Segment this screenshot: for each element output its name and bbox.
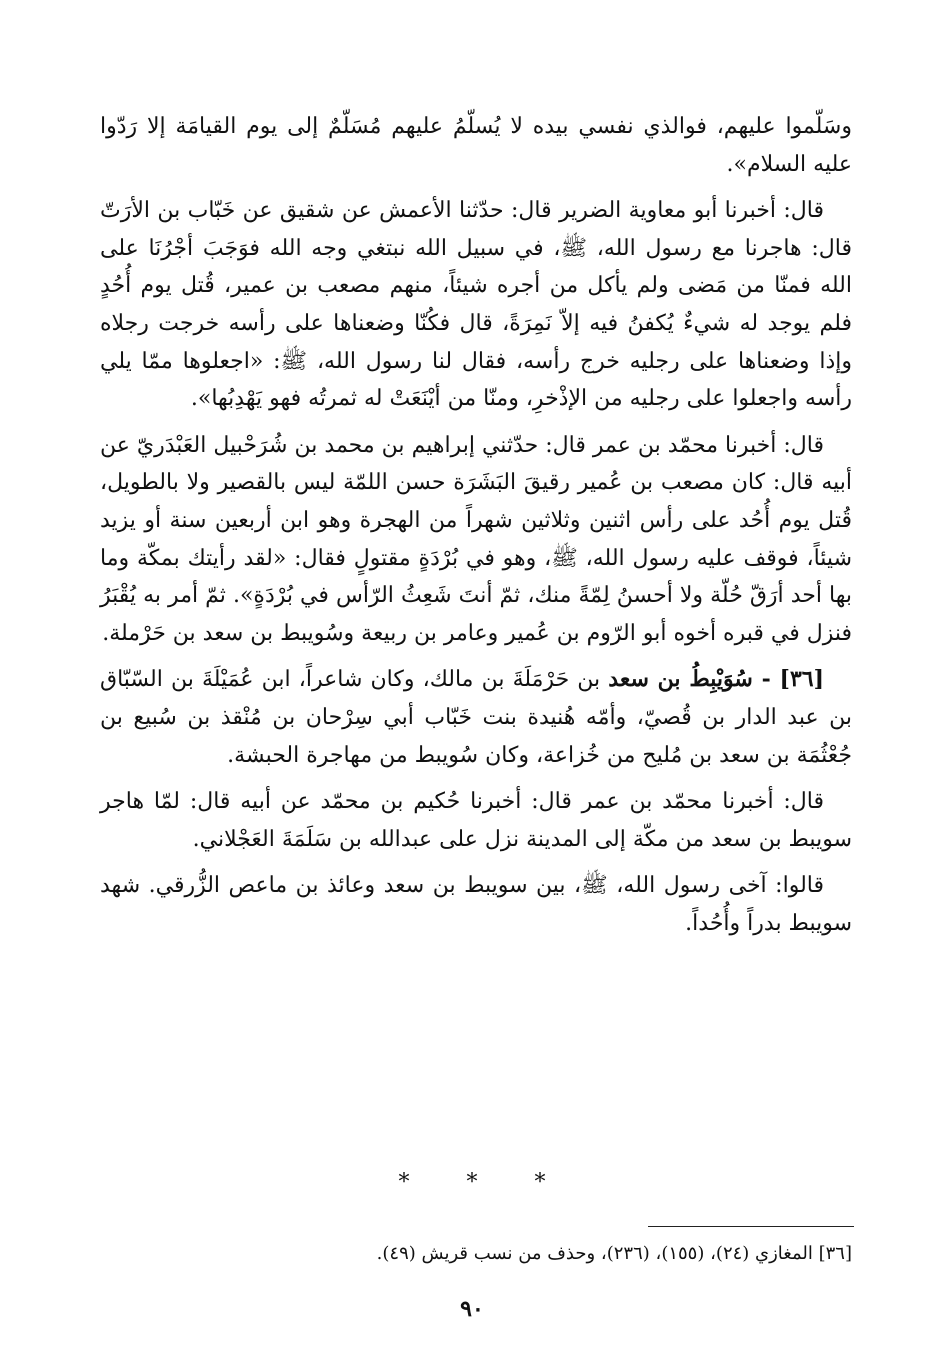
footnote-divider [648, 1226, 854, 1227]
page-number: ٩٠ [460, 1296, 484, 1322]
entry-heading: [٣٦] - سُوَيْبِطُ بن سعد [608, 666, 824, 693]
paragraph-6: قالوا: آخى رسول الله، ﷺ، بين سويبط بن سعد وعائذ بن ماعص الزُّرقي. شهد سويبط بدراً وأُحُداً. [100, 873, 852, 936]
paragraph-3: قال: أخبرنا محمّد بن عمر قال: حدّثني إبراهيم بن محمد بن شُرَحْبيل العَبْدَريّ عن أبيه قال: كان مصعب بن عُمير رقيقَ البَشَرَة حسن اللمّة ليس بالقصير ولا بالطويل، قُتل يوم أُحُد على رأس اثنين وثلاثين شهراً من الهجرة وهو ابن أربعين سنة أو يزيد شيئاً، فوقف عليه رسول الله، ﷺ، وهو في بُرْدَةٍ مقتولٍ فقال: «لقد رأيتك بمكّة وما بها أحد أرَقّ حُلّة ولا أحسنُ لِمّةً منك، ثمّ أنتَ شَعِثُ الرّأس في بُرْدَةٍ». ثمّ أمر به يُقْبَرُ فنزل في قبره أخوه أبو الرّوم بن عُمير وعامر بن ربيعة وسُويبط بن سعد بن حَرْملة. [100, 432, 852, 646]
paragraph-2: قال: أخبرنا أبو معاوية الضرير قال: حدّثنا الأعمش عن شقيق عن خَبّاب بن الأرَتّ قال: هاجرنا مع رسول الله، ﷺ، في سبيل الله نبتغي وجه الله فوَجَبَ أجْرُنَا على الله فمنّا من مَضى ولم يأكل من أجره شيئاً، منهم مصعب بن عمير، قُتل يوم أُحُدٍ فلم يوجد له شيءٌ يُكفنُ فيه إلاّ نَمِرَةً، قال فكُنّا وضعناها على رأسه خرجت رجلاه وإذا وضعناها على رجليه خرج رأسه، فقال لنا رسول الله، ﷺ: «اجعلوها ممّا يلي رأسه واجعلوا على رجليه من الإذْخرِ، ومنّا من أيْنَعَتْ له ثمرتُه فهو يَهْدِبُها». [100, 198, 853, 412]
page-body [100, 108, 852, 951]
paragraph-1: وسَلّموا عليهم، فوالذي نفسي بيده لا يُسلّمُ عليهم مُسَلّمٌ إلى يوم القيامَة إلا رَدّوا عليه السلام». [100, 114, 852, 177]
biography-entry [100, 661, 852, 774]
section-separator: * * * [398, 1170, 546, 1195]
entry-text: بن حَرْمَلَةَ بن مالك، وكان شاعراً، ابن عُمَيْلَةَ بن السّبّاق بن عبد الدار بن قُصيّ، وأمّه هُنيدة بنت خَبّاب أبي سِرْحان بن مُنْقذ بن سُبيع بن جُعْثُمَة بن سعد بن مُليح من خُزاعة، وكان سُويبط من مهاجرة الحبشة. [100, 667, 852, 768]
paragraph-5: قال: أخبرنا محمّد بن عمر قال: أخبرنا حُكيم بن محمّد عن أبيه قال: لمّا هاجر سويبط بن سعد من مكّة إلى المدينة نزل على عبدالله بن سَلَمَةَ العَجْلاني. [100, 789, 852, 852]
footnote: [٣٦] المغازي (٢٤)، (١٥٥)، (٢٣٦)، وحذف من نسب قريش (٤٩). [376, 1243, 852, 1264]
